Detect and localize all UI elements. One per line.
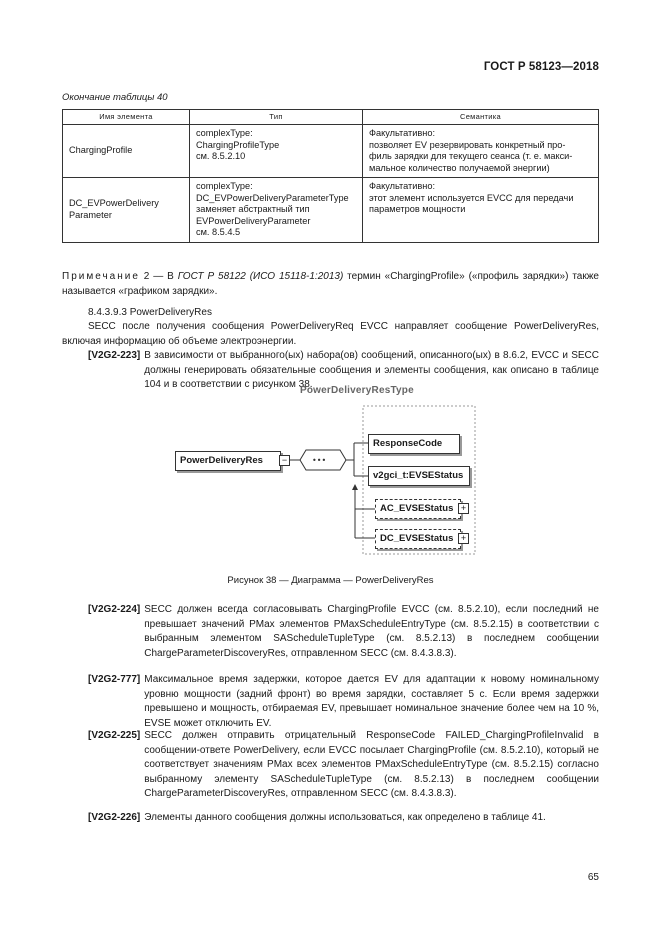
- requirement-224: [62, 603, 599, 661]
- requirement-225: [62, 729, 599, 802]
- diagram-element: ResponseCode: [368, 434, 460, 454]
- table-row: [63, 125, 599, 178]
- expand-icon: −: [279, 455, 290, 466]
- figure-caption: Рисунок 38 — Диаграмма — PowerDeliveryRes: [227, 575, 434, 586]
- type-line: DC_EVPowerDeliveryParameterType: [196, 192, 349, 203]
- cell-type: [190, 125, 363, 178]
- requirement-777: [62, 673, 599, 731]
- sem-line: позволяет EV резервировать конкретный про-: [369, 139, 566, 150]
- type-line: complexType:: [196, 128, 253, 138]
- document-header: ГОСТ Р 58123—2018: [483, 61, 599, 73]
- type-line: EVPowerDeliveryParameter: [196, 215, 311, 226]
- requirement-tag: [V2G2-777]: [88, 674, 141, 685]
- page-number: 65: [587, 872, 599, 883]
- cell-type: [190, 178, 363, 243]
- type-line: ChargingProfileType: [196, 139, 280, 150]
- diagram-root-element: PowerDeliveryRes: [175, 451, 281, 471]
- requirement-226: [62, 811, 599, 826]
- elements-table: [62, 109, 599, 243]
- note-text: термин «ChargingProfile» («профиль зарядки») также называется «графиком зарядки».: [62, 271, 599, 297]
- diagram-element: DC_EVSEStatus: [375, 529, 461, 549]
- note-number: 2 — В: [143, 271, 174, 282]
- note-label: Примечание: [62, 271, 140, 282]
- cell-semantics: [363, 125, 599, 178]
- table-row: [63, 178, 599, 243]
- section-heading: 8.4.3.9.3 PowerDeliveryRes: [88, 307, 212, 318]
- table-header-row: [63, 110, 599, 125]
- table-caption: Окончание таблицы 40: [62, 92, 168, 103]
- requirement-text: В зависимости от выбранного(ых) набора(ов) сообщений, описанного(ых) в 8.6.2, EVCC и SECC должны генерировать обязательные сообщения и элементы сообщения, как описано в таблице 104 и в соответствии с рисунком 38.: [144, 350, 600, 390]
- requirement-tag: [V2G2-224]: [88, 604, 141, 615]
- note-paragraph: [62, 270, 599, 299]
- diagram-element: v2gci_t:EVSEStatus: [368, 466, 470, 486]
- cell-name: ChargingProfile: [63, 125, 190, 178]
- header-name: Имя элемента: [63, 110, 190, 125]
- requirement-text: SECC должен всегда согласовывать ChargingProfile EVCC (см. 8.5.2.10), если последний не превышает значений PMax элементов PMaxScheduleEntryType (см. 8.5.2.15) в соответствии с выбранным элементом SAScheduleTupleType (см. 8.5.2.13) в последнем сообщении ChargeParameterDiscoveryRes, отправленном SECC (см. 8.4.3.8.3).: [144, 604, 599, 659]
- header-semantics: Семантика: [363, 110, 599, 125]
- requirement-tag: [V2G2-225]: [88, 730, 141, 741]
- requirement-text: SECC должен отправить отрицательный ResponseCode FAILED_ChargingProfileInvalid в сообщении-ответе PowerDelivery, если EVCC посылает ChargingProfile (см. 8.5.2.10), который не соответствует значениям PMax всех элементов PMaxScheduleEntryType (см. 8.5.2.15) согласно выбранному элементу SAScheduleTupleType (см. 8.5.2.13) в последнем сообщении ChargeParameterDiscoveryRes, отправленном SECC (см. 8.4.3.8.3).: [144, 730, 599, 799]
- sem-line: Факультативно:: [369, 181, 436, 191]
- requirement-tag: [V2G2-226]: [88, 812, 141, 823]
- diagram-type-title: PowerDeliveryResType: [300, 385, 414, 396]
- header-type: Тип: [190, 110, 363, 125]
- svg-text:•••: •••: [312, 456, 327, 465]
- requirement-text: Элементы данного сообщения должны использоваться, как определено в таблице 41.: [144, 812, 546, 823]
- type-line: см. 8.5.2.10: [196, 151, 246, 161]
- sem-line: этот элемент используется EVCC для передачи: [369, 192, 574, 203]
- requirement-text: Максимальное время задержки, которое дается EV для адаптации к новому номинальному уровню мощности (задний фронт) во время зарядки, составляет 5 с. Если время задержки превышено и мощность, отбираемая EV, превышает номинальное значение более чем на 10 %, EVSE может отключить EV.: [144, 674, 599, 729]
- sem-line: параметров мощности: [369, 204, 466, 214]
- cell-semantics: [363, 178, 599, 243]
- sem-line: Факультативно:: [369, 128, 436, 138]
- expand-icon: +: [458, 533, 469, 544]
- sem-line: филь зарядки для текущего сеанса (т. е. макси-: [369, 151, 573, 161]
- type-line: см. 8.5.4.5: [196, 227, 241, 237]
- type-line: заменяет абстрактный тип: [196, 204, 310, 214]
- cell-name: DC_EVPowerDelivery Parameter: [63, 178, 190, 243]
- type-line: complexType:: [196, 181, 253, 191]
- section-intro: SECC после получения сообщения PowerDeliveryReq EVCC направляет сообщение PowerDeliveryRes, включая информацию об объеме электроэнергии.: [62, 321, 599, 347]
- requirement-tag: [V2G2-223]: [88, 350, 141, 361]
- expand-icon: +: [458, 503, 469, 514]
- diagram-element: AC_EVSEStatus: [375, 499, 461, 519]
- sem-line: мальное количество получаемой энергии): [369, 162, 550, 173]
- note-reference: ГОСТ Р 58122 (ИСО 15118-1:2013): [177, 271, 344, 282]
